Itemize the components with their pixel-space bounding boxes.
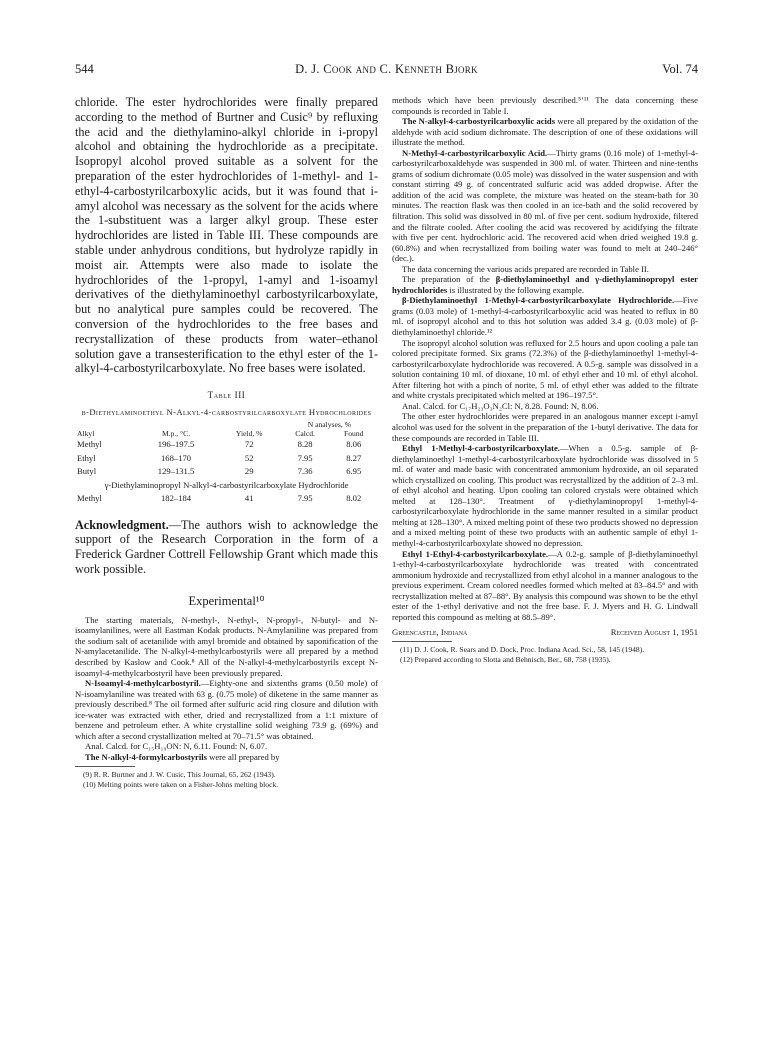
paragraph-text: were all prepared by the oxidation of the aldehyde with acid sodium dichromate. The description of one of these oxidations will illustrate the method. [392,116,698,148]
paragraph: The data concerning the various acids prepared are recorded in Table II. [402,263,649,274]
table-cell: 72 [244,439,254,450]
paragraph-text: The preparation of the [402,274,496,285]
paragraph [392,295,698,337]
table-cell: 8.27 [346,452,362,463]
table-subcaption-row [75,479,378,493]
table-header-cell: Found [344,429,364,439]
received-date: Received August 1, 1951 [610,627,698,638]
paragraph-text: —Five grams (0.03 mole) of 1-methyl-4-carbostyrilcarboxylic acid was heated to reflux in 80 ml. of isopropyl alcohol and to this hot solution was added 3.4 g. (0.03 mole) of β-diethylaminoethyl chloride.¹² [392,295,698,338]
table-cell: 7.36 [297,466,313,477]
page-number: 544 [75,62,94,76]
table-group-header-row [75,420,378,429]
paragraph-text: were all prepared by [206,751,280,762]
table-cell: 41 [244,493,254,504]
table-row [75,452,378,466]
run-in-heading: Ethyl 1-Methyl-4-carbostyrilcarboxylate. [402,443,560,454]
table-cell: 8.28 [297,439,313,450]
footnote-rule [392,641,452,642]
table-title: Table III [207,390,246,401]
paragraph: methods which have been previously described.⁵ʼ¹¹ The data concerning these compounds is recorded in Table I. [392,95,698,116]
paragraph: The starting materials, N-methyl-, N-ethyl-, N-propyl-, N-butyl- and N-isoamylanilines, were all Eastman Kodak products. N-Amylaniline was prepared from the sodium salt of acetanilide with amyl bromide and obtained by saponification of the N-amylacetanilide. The N-alkyl-4-methylcarbostyrils were all prepared by a method described by Kaslow and Cook.⁸ All of the N-alkyl-4-methylcarbostyrils except N-isoamyl-4-methylcarbostyril have been previously prepared. [75,614,378,678]
body-text: chloride. The ester hydrochlorides were finally prepared according to the method of Burtner and Cusic⁹ by refluxing the acid and the diethylamino-alkyl chloride in i-propyl alcohol and obtaining the hydrochloride as a precipitate. Isopropyl alcohol proved suitable as a solvent for the preparation of the ester hydrochlorides of 1-methyl- and 1-ethyl-4-carbostyrilcarboxylic acids, but it was found that i-amyl alcohol was necessary as the solvent for the acids where the 1-substituent was a larger alkyl group. These ester hydrochlorides are listed in Table III. These compounds are stable under anhydrous conditions, but hydrolyze rapidly in moist air. Attempts were also made to isolate the hydrochlorides of the 1-propyl, 1-amyl and 1-isoamyl derivatives of the diethylaminoethyl carbostyrilcarboxylate, but no analytical pure samples could be recovered. The conversion of the hydrochlorides to the free bases and recrystallization of these products from water–ethanol solution gave a transesterification to the ethyl ester of the 1-alkyl-4-carbostyrilcarboxylate. No free bases were isolated. [75,95,378,376]
paragraph [75,752,378,763]
table-header-cell: Calcd. [295,429,315,439]
intro-paragraph [75,95,378,376]
table-cell: 196–197.5 [157,439,195,450]
signature-line [392,627,698,637]
footnote: (11) D. J. Cook, R. Sears and D. Dock, Proc. Indiana Acad. Sci., 58, 145 (1948). [400,645,645,655]
table-iii [75,420,378,506]
footnote: (10) Melting points were taken on a Fisher-Johns melting block. [83,779,279,789]
experimental-text-continued [392,95,698,622]
acknowledgment [75,518,378,577]
paragraph: The isopropyl alcohol solution was refluxed for 2.5 hours and upon cooling a pale tan colored precipitate formed. Six grams (72.3%) of the β-diethylaminoethyl 1-methyl-4-carbostyrilcarboxylate hydrochloride was recovered. A 0.5-g. sample was dissolved in a solution containing 10 ml. of dioxane, 10 ml. of ethyl ether and 10 ml. of ethyl alcohol. After filtering hot with a pinch of norite, 5 ml. of ethyl ether was added to the filtrate and white crystals precipitated which melted at 196–197.5°. [392,337,698,401]
table-caption: β-Diethylaminoethyl N-Alkyl-4-carbostyrilcarboxylate Hydrochlorides [81,407,372,418]
run-in-heading: The N-alkyl-4-formylcarbostyrils [85,751,207,762]
running-header [75,62,698,78]
paragraph [392,148,698,264]
table-header-cell: Yield, % [235,429,263,439]
table-row [75,492,378,506]
footnotes [75,770,378,789]
running-title: D. J. Cook and C. Kenneth Bjork [295,62,478,76]
run-in-heading: The N-alkyl-4-carbostyrilcarboxylic acids [402,116,556,127]
table-cell: 129–131.5 [157,466,195,477]
table-cell: 29 [244,466,254,477]
analysis-line: Anal. Calcd. for C₁₇H₂₃O₃N₂Cl: N, 8.28. Found: N, 8.06. [402,400,599,411]
table-cell: 168–170 [161,452,192,463]
footnotes [392,645,698,664]
table-subcaption: γ-Diethylaminopropyl N-alkyl-4-carbostyrilcarboxylate Hydrochloride [104,479,349,490]
footnote: (12) Prepared according to Slotta and Behnisch, Ber., 68, 758 (1935). [400,654,611,664]
volume-label: Vol. 74 [662,62,698,76]
run-in-heading: β-Diethylaminoethyl 1-Methyl-4-carbostyrilcarboxylate Hydrochloride. [402,295,675,306]
run-in-heading: Ethyl 1-Ethyl-4-carbostyrilcarboxylate. [402,548,549,559]
table-cell: 7.95 [297,452,313,463]
table-cell: 8.02 [346,493,362,504]
location: Greencastle, Indiana [392,627,468,638]
right-column [392,95,698,664]
left-column [75,95,378,789]
table-cell: Butyl [77,466,97,477]
table-cell: 7.95 [297,493,313,504]
table-row [75,438,378,452]
table-header-cell: Alkyl [77,429,95,439]
table-cell: Methyl [77,493,102,504]
acknowledgment-heading: Acknowledgment. [75,517,169,532]
table-cell: 6.95 [346,466,362,477]
paragraph [392,549,698,623]
paragraph [75,678,378,741]
experimental-text [75,615,378,763]
footnote: (9) R. R. Burtner and J. W. Cusic, This Journal, 65, 262 (1943). [83,770,276,780]
table-cell: 8.06 [346,439,362,450]
table-row [75,465,378,479]
analysis-line: Anal. Calcd. for C₁₅H₁₉ON: N, 6.11. Found: N, 6.07. [85,741,268,752]
table-cell: 182–184 [161,493,192,504]
section-heading: Experimental¹⁰ [188,593,265,608]
table-cell: Ethyl [77,452,96,463]
table-head-group: N analyses, % [307,420,351,430]
paragraph-text: —Eighty-one and sixtenths grams (0.50 mole) of N-isoamylaniline was treated with 63 g. (0.75 mole) of diketene in the same manner as previously described.⁸ The oil formed after sulfuric acid ring closure and dilution with ice-water was extracted with ether, dried and recrystallized from a 1:1 mixture of benzene and petroleum ether. A white crystalline solid weighing 73.9 g. (69%) and which after a second crystallization melted at 70–71.5° was obtained. [75,678,378,741]
table-cell: 52 [244,452,254,463]
table-header-cell: M.p., °C. [161,429,191,439]
footnote-rule [75,766,135,767]
paragraph [392,116,698,148]
paragraph-text: —Thirty grams (0.16 mole) of 1-methyl-4-carbostyrilcarboxaldehyde was suspended in 300 ml. of water. Thirteen and nine-tenths grams of sodium dichromate (0.05 mole) was dissolved in the water suspension and with constant stirring 49 g. of concentrated sulfuric acid was added dropwise. After the addition of the acid was complete, the mixture was heated on the steam-bath for 30 minutes. The reaction flask was then cooled in an ice-bath and the solid recovered by filtration. This solid was dissolved in 80 ml. of five per cent. sodium hydroxide, filtered and the filtrate cooled. After cooling the acid was recovered by acidifying the filtrate with five per cent. hydrochloric acid. The recovered acid when dried weighed 19.8 g. (60.8%) and when recrystallized from boiling water was found to melt at 240–246° (dec.). [392,147,698,264]
table-header-row [75,429,378,438]
acknowledgment-text: —The authors wish to acknowledge the support of the Research Corporation in the form of a Frederick Gardner Cottrell Fellowship Grant which made this work possible. [75,517,378,577]
paragraph [392,274,698,295]
run-in-heading: N-Methyl-4-carbostyrilcarboxylic Acid. [402,147,548,158]
paragraph-text: —A 0.2-g. sample of β-diethylaminoethyl 1-ethyl-4-carbostyrilcarboxylate hydrochloride was treated with concentrated ammonium hydroxide and recrystallized from ethyl alcohol in a manner analogous to the previous experiment. Cream colored needles formed which melted at 83–84.5° and with recrystallization melted at 87–88°. By analysis this compound was shown to be the ethyl ester of the 1-ethyl derivative and not the free base. F. J. Myers and H. G. Lindwall reported this compound as melting at 88.5–89°. [392,548,698,622]
run-in-heading: β-diethylaminoethyl and γ-diethylaminopropyl ester hydrochlorides [392,274,698,295]
paragraph [392,443,698,548]
run-in-heading: N-Isoamyl-4-methylcarbostyril. [85,678,201,689]
paragraph-text: —When a 0.5-g. sample of β-diethylaminoethyl 1-methyl-4-carbostyrilcarboxylate hydrochloride was dissolved in 5 ml. of water and made basic with concentrated ammonium hydroxide, an oil separated which crystallized on cooling. This product was recrystallized by the addition of 2–3 ml. of ethyl alcohol and heating. Upon cooling tan colored crystals were obtained which melted at 128–130°. Treatment of γ-diethylaminopropyl 1-methyl-4-carbostyrilcarboxylate hydrochloride in the same manner resulted in a similar product melting at 128–130°. A mixed melting point of these two products showed no depression and a mixed melting point of these two products with an authentic sample of ethyl 1-methyl-4-carbostyrilcarboxylate showed no depression. [392,443,698,548]
table-cell: Methyl [77,439,102,450]
paragraph: The other ester hydrochlorides were prepared in an analogous manner except i-amyl alcohol was used for the solvent in the preparation of the 1-butyl derivative. The data for these compounds are recorded in Table III. [392,411,698,443]
paragraph-text: is illustrated by the following example. [447,284,584,295]
